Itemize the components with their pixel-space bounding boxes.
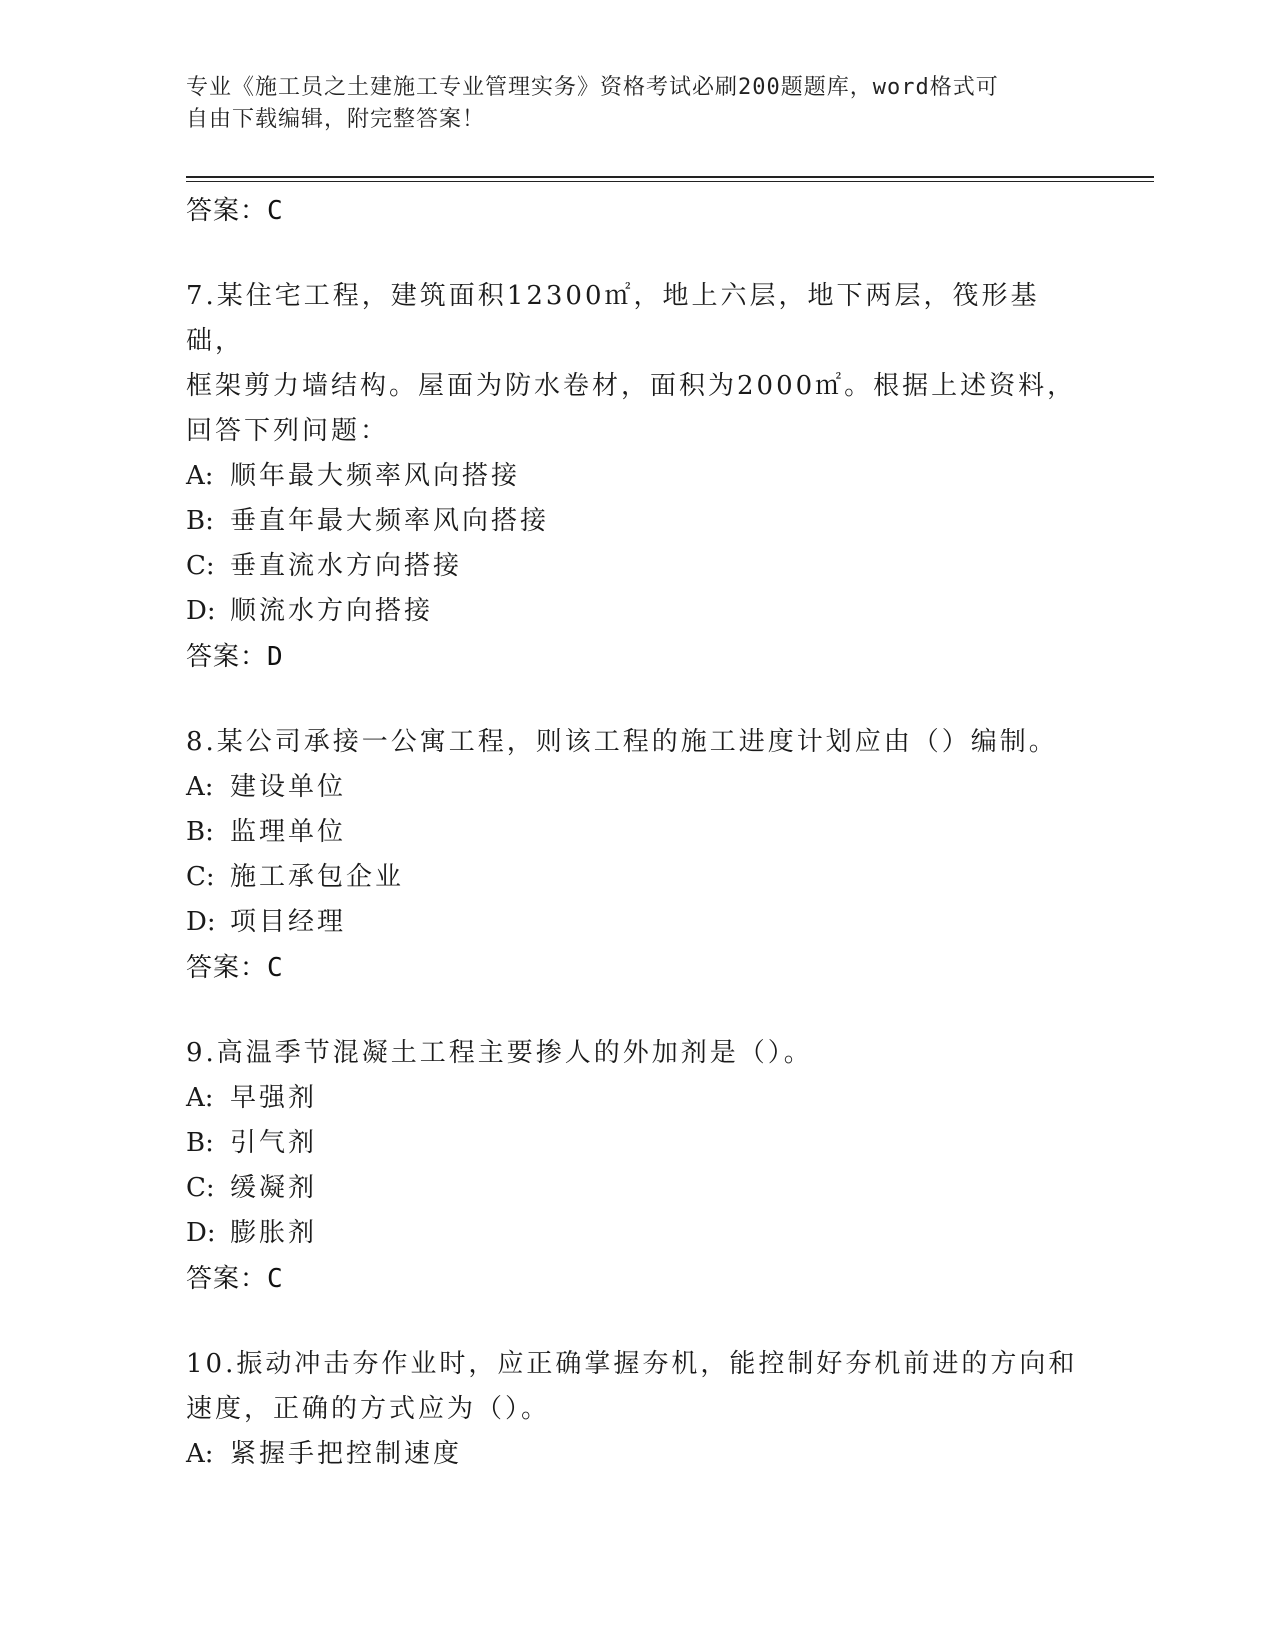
header-divider-thin [186, 181, 1154, 182]
question-8 [186, 720, 1086, 991]
question-text: 回答下列问题： [186, 416, 390, 446]
header-divider-thick [186, 176, 1154, 178]
option-d: D: 膨胀剂 [186, 1218, 318, 1248]
document-body [186, 188, 1086, 1477]
question-9 [186, 1031, 1086, 1302]
question-text: 10.振动冲击夯作业时，应正确掌握夯机，能控制好夯机前进的方向和 [186, 1349, 1078, 1379]
option-b: B: 垂直年最大频率风向搭接 [186, 506, 550, 536]
answer-value: C [267, 953, 284, 983]
option-b: B: 引气剂 [186, 1128, 318, 1158]
answer-value: C [267, 1264, 284, 1294]
question-text: 框架剪力墙结构。屋面为防水卷材，面积为2000㎡。根据上述资料， [186, 371, 1077, 401]
option-c: C: 缓凝剂 [186, 1173, 318, 1203]
answer-line [186, 1256, 1086, 1302]
answer-label: 答案： [186, 1264, 268, 1294]
option-d: D: 项目经理 [186, 907, 347, 937]
question-text: 7.某住宅工程，建筑面积12300㎡，地上六层，地下两层，筏形基础， [186, 281, 1040, 356]
question-7 [186, 274, 1086, 680]
answer-value: C [267, 196, 284, 226]
answer-label: 答案： [186, 642, 268, 672]
answer-value: D [267, 642, 284, 672]
option-a: A: 紧握手把控制速度 [186, 1439, 463, 1469]
option-a: A: 顺年最大频率风向搭接 [186, 461, 521, 491]
option-c: C: 施工承包企业 [186, 862, 405, 892]
answer-line [186, 188, 1086, 234]
option-b: B: 监理单位 [186, 817, 347, 847]
document-header [186, 72, 1066, 136]
option-a: A: 早强剂 [186, 1083, 318, 1113]
question-10 [186, 1342, 1086, 1477]
header-line-1: 专业《施工员之土建施工专业管理实务》资格考试必刷200题题库，word格式可 [186, 75, 999, 100]
option-c: C: 垂直流水方向搭接 [186, 551, 463, 581]
answer-label: 答案： [186, 953, 268, 983]
question-text: 9.高温季节混凝土工程主要掺人的外加剂是（）。 [186, 1038, 813, 1068]
answer-line [186, 945, 1086, 991]
question-text: 8.某公司承接一公寓工程，则该工程的施工进度计划应由（）编制。 [186, 727, 1058, 757]
header-line-2: 自由下载编辑，附完整答案！ [186, 107, 486, 132]
question-text: 速度，正确的方式应为（）。 [186, 1394, 551, 1424]
option-a: A: 建设单位 [186, 772, 347, 802]
answer-label: 答案： [186, 196, 268, 226]
answer-line [186, 634, 1086, 680]
option-d: D: 顺流水方向搭接 [186, 596, 434, 626]
